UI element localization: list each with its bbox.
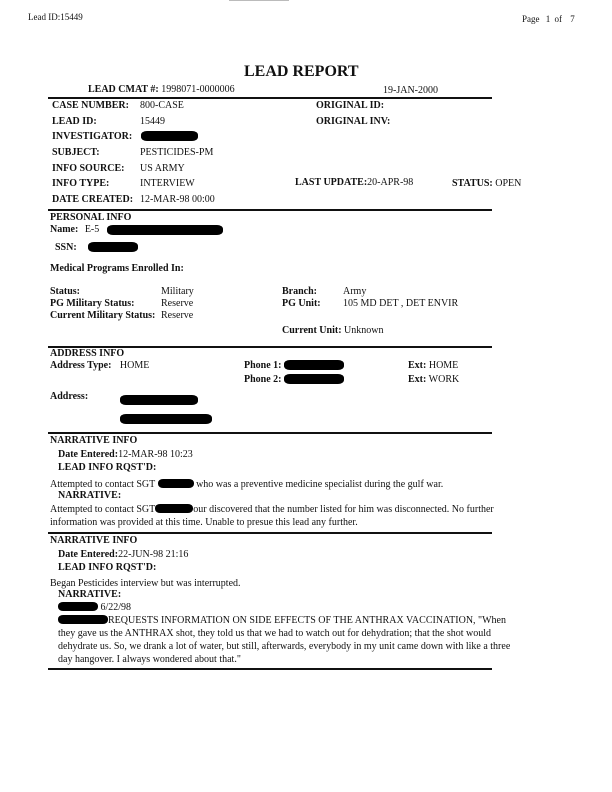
address-type-value: HOME	[119, 360, 150, 371]
redacted-name	[58, 602, 98, 611]
page-of: of	[554, 14, 562, 24]
divider	[48, 532, 492, 534]
info-source-label: INFO SOURCE:	[52, 163, 125, 174]
current-unit-label: Current Unit:	[282, 325, 342, 336]
pg-unit-label: PG Unit:	[282, 298, 321, 309]
address-label: Address:	[50, 391, 89, 402]
investigator-label: INVESTIGATOR:	[52, 131, 133, 142]
address-type-row	[50, 360, 149, 371]
narrative2-text-line2: they gave us the ANTHRAX shot, they told us that we had to watch out for dehydration; that the shot would	[58, 628, 491, 639]
lead-id-label: LEAD ID:	[52, 116, 97, 127]
pg-military-status-label: PG Military Status:	[50, 298, 135, 309]
divider	[48, 668, 492, 670]
divider	[48, 209, 492, 211]
current-unit-value: Unknown	[344, 325, 384, 336]
current-military-status-label: Current Military Status:	[50, 310, 156, 321]
narrative1-rqst-text	[50, 479, 443, 490]
narrative2-text-line3: dehydrate us. So, we drank a lot of water, but still, afterwards, everybody in my unit came down with like a three	[58, 641, 511, 652]
narrative1-text-line2: information was provided at this time. Unable to presue this lead any further.	[50, 517, 358, 528]
original-id-label: ORIGINAL ID:	[316, 100, 385, 111]
rqst-text-post: who was a preventive medicine specialist during the gulf war.	[196, 479, 444, 490]
info-source-value: US ARMY	[140, 163, 185, 174]
subject-label: SUBJECT:	[52, 147, 100, 158]
last-update	[295, 177, 413, 188]
narrative1-narrative-label: NARRATIVE:	[58, 490, 122, 501]
pg-unit-value: 105 MD DET , DET ENVIR	[343, 298, 459, 309]
narrative2-text-line1	[58, 615, 506, 626]
narrative2-entry-date	[58, 602, 131, 613]
cmat-label: LEAD CMAT #:	[88, 84, 159, 95]
narrative2-text-line4: day hangover. I always wondered about that."	[58, 654, 241, 665]
page-indicator	[522, 14, 575, 24]
narrative-date: 6/22/98	[100, 602, 132, 613]
name-label: Name:	[50, 224, 79, 235]
ssn-label: SSN:	[55, 242, 77, 253]
narrative1-rqst-label: LEAD INFO RQST'D:	[58, 462, 157, 473]
report-date: 19-JAN-2000	[383, 85, 438, 96]
redacted-ssn	[88, 242, 138, 252]
narrative1-heading: NARRATIVE INFO	[50, 435, 138, 446]
narrative1-date-value: 12-MAR-98 10:23	[118, 449, 193, 460]
status-value: OPEN	[495, 178, 522, 189]
narrative2-date-value: 22-JUN-98 21:16	[118, 549, 189, 560]
status-label: STATUS:	[452, 178, 493, 189]
case-number-label: CASE NUMBER:	[52, 100, 129, 111]
redacted-address-line2	[120, 414, 212, 424]
phone2-label: Phone 2:	[244, 374, 282, 385]
narrative-text-post: our discovered that the number listed for him was disconnected. No further	[193, 504, 494, 515]
redacted-address-line1	[120, 395, 198, 405]
redacted-investigator	[141, 131, 198, 141]
mil-status-label: Status:	[50, 286, 81, 297]
status	[452, 178, 521, 189]
phone1-label: Phone 1:	[244, 360, 282, 371]
redacted-name	[58, 615, 108, 624]
narrative-text: REQUESTS INFORMATION ON SIDE EFFECTS OF THE ANTHRAX VACCINATION, "When	[108, 615, 506, 626]
last-update-value: 20-APR-98	[367, 177, 414, 188]
case-number-value: 800-CASE	[140, 100, 184, 111]
scan-mark	[229, 0, 289, 1]
narrative1-date	[58, 449, 193, 460]
address-info-heading: ADDRESS INFO	[50, 348, 125, 359]
last-update-label: LAST UPDATE:	[295, 177, 368, 188]
page-label: Page	[522, 14, 540, 24]
page-total: 7	[570, 14, 575, 24]
mil-status-value: Military	[161, 286, 194, 297]
page-current: 1	[545, 14, 551, 24]
name-prefix: E-5	[84, 224, 100, 235]
ext2-value: WORK	[428, 374, 460, 385]
original-inv-label: ORIGINAL INV:	[316, 116, 391, 127]
redacted-name	[155, 504, 193, 513]
redacted-phone1	[284, 360, 344, 370]
pg-military-status-value: Reserve	[161, 298, 194, 309]
subject-value: PESTICIDES-PM	[140, 147, 214, 158]
cmat-row	[88, 84, 235, 95]
medical-programs-label: Medical Programs Enrolled In:	[50, 263, 184, 274]
name-row	[50, 224, 99, 235]
redacted-name	[158, 479, 194, 488]
narrative2-narrative-label: NARRATIVE:	[58, 589, 122, 600]
redacted-phone2	[284, 374, 344, 384]
ext2	[408, 374, 459, 385]
current-military-status-value: Reserve	[161, 310, 194, 321]
branch-value: Army	[343, 286, 367, 297]
narrative2-rqst-text: Began Pesticides interview but was interrupted.	[50, 578, 241, 589]
page-title: LEAD REPORT	[244, 63, 359, 80]
narrative-text-pre: Attempted to contact SGT	[50, 504, 156, 515]
narrative2-date-label: Date Entered:	[58, 549, 119, 560]
narrative2-date	[58, 549, 188, 560]
date-created-value: 12-MAR-98 00:00	[140, 194, 215, 205]
narrative1-text-line1	[50, 504, 494, 515]
ext1-value: HOME	[428, 360, 459, 371]
lead-id-value: 15449	[140, 116, 165, 127]
ext1	[408, 360, 458, 371]
address-type-label: Address Type:	[50, 360, 112, 371]
personal-info-heading: PERSONAL INFO	[50, 212, 132, 223]
rqst-text-pre: Attempted to contact SGT	[50, 479, 156, 490]
header-lead-id: Lead ID:15449	[28, 12, 83, 22]
branch-label: Branch:	[282, 286, 317, 297]
divider	[48, 432, 492, 434]
redacted-name	[107, 225, 223, 235]
narrative1-date-label: Date Entered:	[58, 449, 119, 460]
ext1-label: Ext:	[408, 360, 427, 371]
narrative2-rqst-label: LEAD INFO RQST'D:	[58, 562, 157, 573]
narrative2-heading: NARRATIVE INFO	[50, 535, 138, 546]
date-created-label: DATE CREATED:	[52, 194, 134, 205]
ext2-label: Ext:	[408, 374, 427, 385]
info-type-value: INTERVIEW	[140, 178, 195, 189]
current-unit	[282, 325, 383, 336]
cmat-value: 1998071-0000006	[161, 84, 235, 95]
divider	[48, 97, 492, 99]
info-type-label: INFO TYPE:	[52, 178, 110, 189]
